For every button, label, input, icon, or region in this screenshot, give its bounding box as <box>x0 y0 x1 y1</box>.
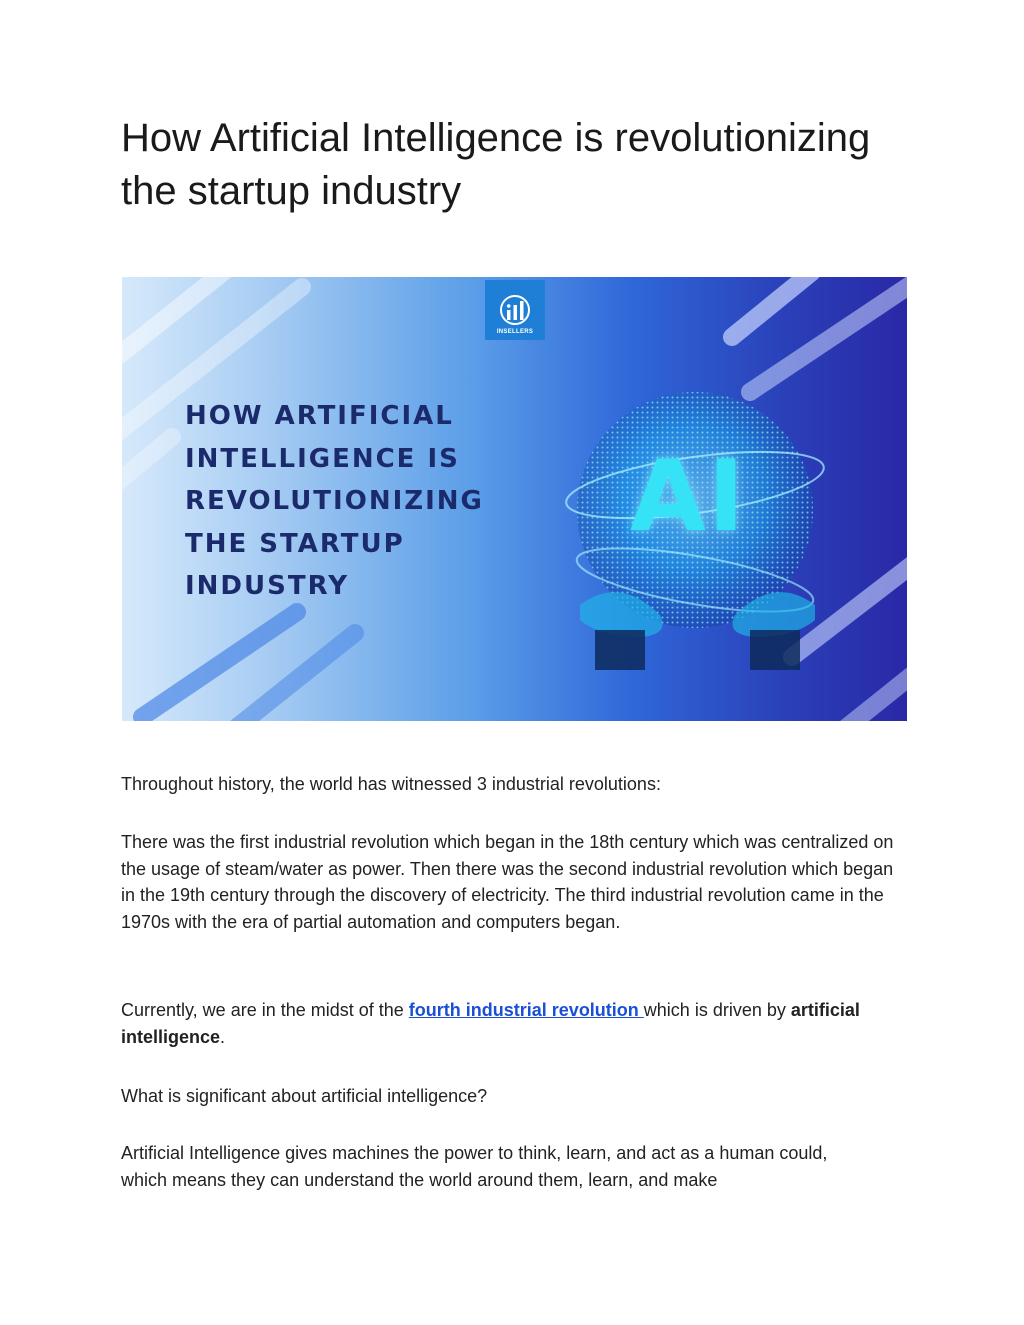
logo-bars-icon <box>496 294 534 326</box>
artificial-intelligence-bold: artificial intelligence <box>121 1000 860 1047</box>
hero-headline <box>185 395 565 608</box>
paragraph-current-end: . <box>220 1026 226 1047</box>
paragraph-history: There was the first industrial revolution which began in the 18th century which was centralized on the usage of steam/water as power. Then there was the second industrial revolution which began in the 19th century through the discovery of electricity. The third industrial revolution came in the 1970s with the era of partial automation and computers began. <box>121 832 894 932</box>
page-title: How Artificial Intelligence is revolutionizing the startup industry <box>121 116 871 213</box>
paragraph-ai-definition: Artificial Intelligence gives machines the power to think, learn, and act as a human could, which means they can understand the world around them, learn, and make <box>121 1143 828 1190</box>
ai-glow-text: AI <box>630 440 747 554</box>
logo-text: INSELLERS <box>496 329 534 335</box>
paragraph-current-text: Currently, we are in the midst of the <box>121 1000 409 1020</box>
paragraph-question: What is significant about artificial intelligence? <box>121 1086 488 1106</box>
insellers-logo <box>485 280 545 340</box>
hero-headline-line: THE STARTUP <box>185 528 405 559</box>
hero-headline-line: INDUSTRY <box>185 571 350 601</box>
hero-headline-line: HOW ARTIFICIAL <box>185 401 454 431</box>
paragraph-intro: Throughout history, the world has witnessed 3 industrial revolutions: <box>121 774 661 794</box>
hero-banner-image <box>122 277 907 721</box>
fourth-industrial-revolution-link[interactable]: fourth industrial revolution <box>408 1000 644 1020</box>
paragraph-current-text-2: which is driven by <box>643 1000 791 1020</box>
hero-headline-line: INTELLIGENCE IS <box>185 443 460 474</box>
paragraph-current <box>121 997 911 1050</box>
hero-headline-line: REVOLUTIONIZING <box>185 486 484 516</box>
